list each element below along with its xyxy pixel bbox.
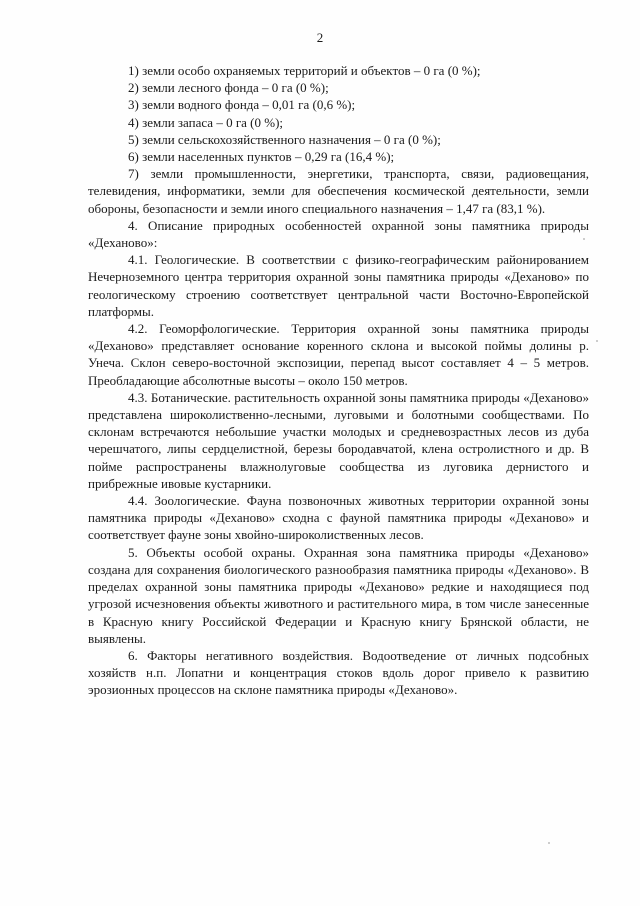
land-category-item: 7) земли промышленности, энергетики, транспорта, связи, радиовещания, телевидения, информатики, земли для обеспечения космической деятельности, земли обороны, безопасности и земли иного специального назначения – 1,47 га (83,1 %). — [88, 166, 589, 216]
land-category-item: 4) земли запаса – 0 га (0 %); — [128, 114, 284, 130]
paragraph-negative-factors: 6. Факторы негативного воздействия. Водоотведение от личных подсобных хозяйств н.п. Лопатни и концентрация стоков вдоль дорог привело к развитию эрозионных процессов на склоне памятника природы «Деханово». — [88, 647, 589, 698]
section-heading-natural-features: 4. Описание природных особенностей охранной зоны памятника природы «Деханово»: — [88, 217, 589, 251]
land-category-item: 3) земли водного фонда – 0,01 га (0,6 %); — [128, 97, 356, 113]
scan-speck — [596, 340, 598, 342]
paragraph-zoological: 4.4. Зоологические. Фауна позвоночных животных территории охранной зоны памятника природы «Деханово» сходна с фауной памятника природы «Деханово» и соответствует фауне зоны хвойно-широколиственных лесов. — [88, 493, 589, 543]
land-category-item: 5) земли сельскохозяйственного назначения – 0 га (0 %); — [128, 131, 441, 147]
land-category-item: 2) земли лесного фонда – 0 га (0 %); — [128, 80, 329, 96]
page-number: 2 — [316, 30, 324, 45]
paragraph-geomorphological: 4.2. Геоморфологические. Территория охранной зоны памятника природы «Деханово» представляет основание коренного склона и высокой поймы долины р. Унеча. Склон северо-восточной экспозиции, перепад высот составляет 4 – 5 метров. Преобладающие абсолютные высоты – около 150 метров. — [88, 321, 589, 388]
document-body — [88, 62, 589, 699]
paragraph-botanical: 4.3. Ботанические. растительность охранной зоны памятника природы «Деханово» представлена широколиственно-лесными, луговыми и болотными сообществами. По склонам встречаются небольшие участки молодых и средневозрастных лесов из дуба черешчатого, липы сердцелистной, березы бородавчатой, клена остролистного и др. В пойме распространены влажнолуговые сообщества из луговика дернистого и прибрежные ивовые кустарники. — [88, 389, 589, 491]
land-category-item: 1) земли особо охраняемых территорий и объектов – 0 га (0 %); — [128, 63, 481, 78]
land-category-item: 6) земли населенных пунктов – 0,29 га (16,4 %); — [128, 149, 395, 165]
scan-speck — [548, 842, 550, 844]
paragraph-protected-objects: 5. Объекты особой охраны. Охранная зона памятника природы «Деханово» создана для сохранения биологического разнообразия памятника природы «Деханово». В пределах охранной зоны памятника природы «Деханово» редкие и находящиеся под угрозой исчезновения объекты животного и растительного мира, в том числе занесенные в Красную книгу Российской Федерации и Красную книгу Брянской области, не выявлены. — [88, 544, 589, 646]
scan-speck — [583, 238, 585, 240]
paragraph-geological: 4.1. Геологические. В соответствии с физико-географическим районированием Нечерноземного центра территория охранной зоны памятника природы «Деханово» по геологическому строению соответствует центральной части Восточно-Европейской платформы. — [88, 252, 589, 319]
